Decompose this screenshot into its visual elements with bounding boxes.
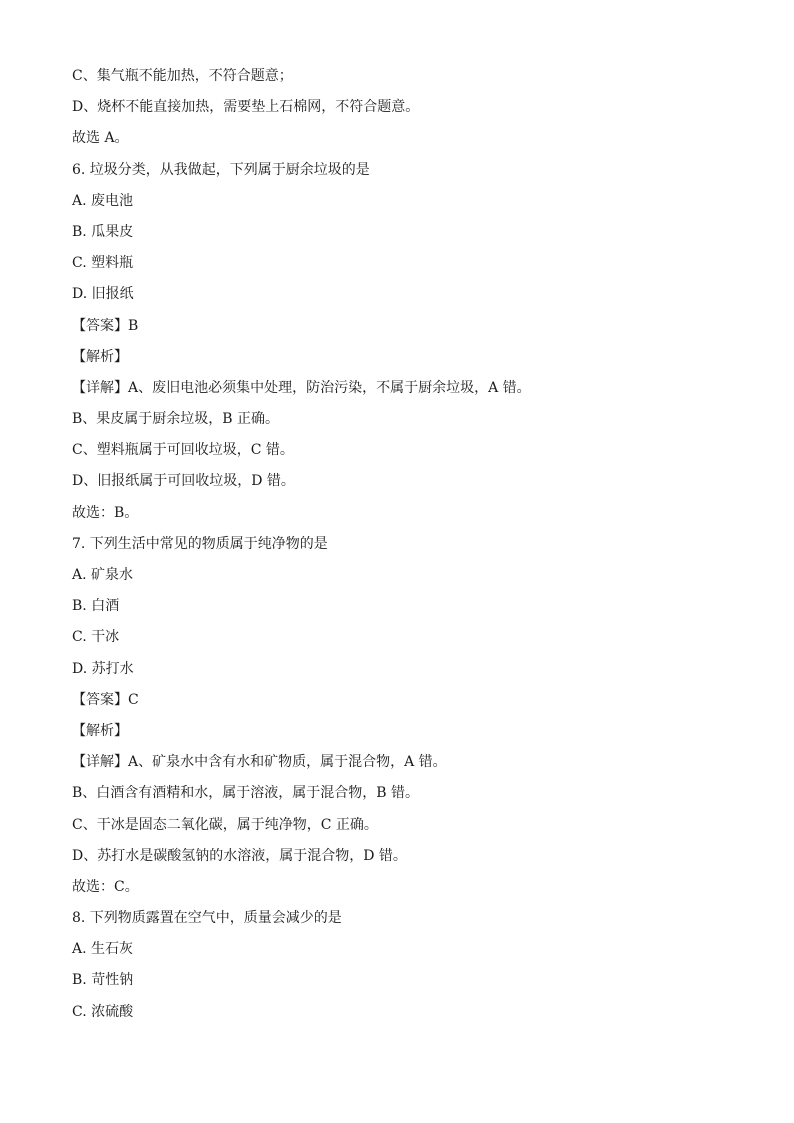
question-6-analysis-heading: 【解析】: [72, 348, 128, 365]
question-8-option-a: A. 生石灰: [72, 941, 134, 958]
question-8-stem: 8. 下列物质露置在空气中，质量会减少的是: [72, 910, 342, 927]
text-line: 故选 A。: [72, 130, 129, 147]
question-7-detail-a: 【详解】A、矿泉水中含有水和矿物质，属于混合物，A 错。: [72, 754, 447, 771]
question-8-option-b: B. 苛性钠: [72, 972, 134, 989]
question-6-detail-b: B、果皮属于厨余垃圾，B 正确。: [72, 411, 280, 428]
text-line: D、烧杯不能直接加热，需要垫上石棉网，不符合题意。: [72, 99, 420, 116]
text-line: C、集气瓶不能加热，不符合题意；: [72, 68, 293, 84]
question-7-answer: 【答案】C: [72, 691, 139, 708]
question-6-detail-c: C、塑料瓶属于可回收垃圾，C 错。: [72, 442, 294, 459]
question-7-option-d: D. 苏打水: [72, 660, 134, 677]
question-8-option-c: C. 浓硫酸: [72, 1003, 134, 1020]
question-7-detail-d: D、苏打水是碳酸氢钠的水溶液，属于混合物，D 错。: [72, 847, 407, 864]
question-6-option-b: B. 瓜果皮: [72, 223, 134, 240]
question-6-detail-d: D、旧报纸属于可回收垃圾，D 错。: [72, 473, 295, 490]
question-7-choice: 故选：C。: [72, 878, 139, 895]
question-7-option-b: B. 白酒: [72, 598, 120, 615]
question-7-detail-c: C、干冰是固态二氧化碳，属于纯净物，C 正确。: [72, 816, 378, 833]
question-6-option-d: D. 旧报纸: [72, 286, 134, 303]
question-6-option-a: A. 废电池: [72, 192, 134, 209]
question-7-stem: 7. 下列生活中常见的物质属于纯净物的是: [72, 535, 328, 552]
question-7-option-a: A. 矿泉水: [72, 567, 134, 583]
question-7-detail-b: B、白酒含有酒精和水，属于溶液，属于混合物，B 错。: [72, 785, 420, 802]
question-6-answer: 【答案】B: [72, 317, 139, 334]
question-6-detail-a: 【详解】A、废旧电池必须集中处理，防治污染，不属于厨余垃圾，A 错。: [72, 379, 531, 396]
question-6-option-c: C. 塑料瓶: [72, 255, 134, 272]
question-6-choice: 故选：B。: [72, 504, 139, 521]
question-7-analysis-heading: 【解析】: [72, 722, 128, 739]
document-body: [72, 63, 732, 1030]
question-6-stem: 6. 垃圾分类，从我做起，下列属于厨余垃圾的是: [72, 161, 370, 178]
question-7-option-c: C. 干冰: [72, 629, 120, 646]
